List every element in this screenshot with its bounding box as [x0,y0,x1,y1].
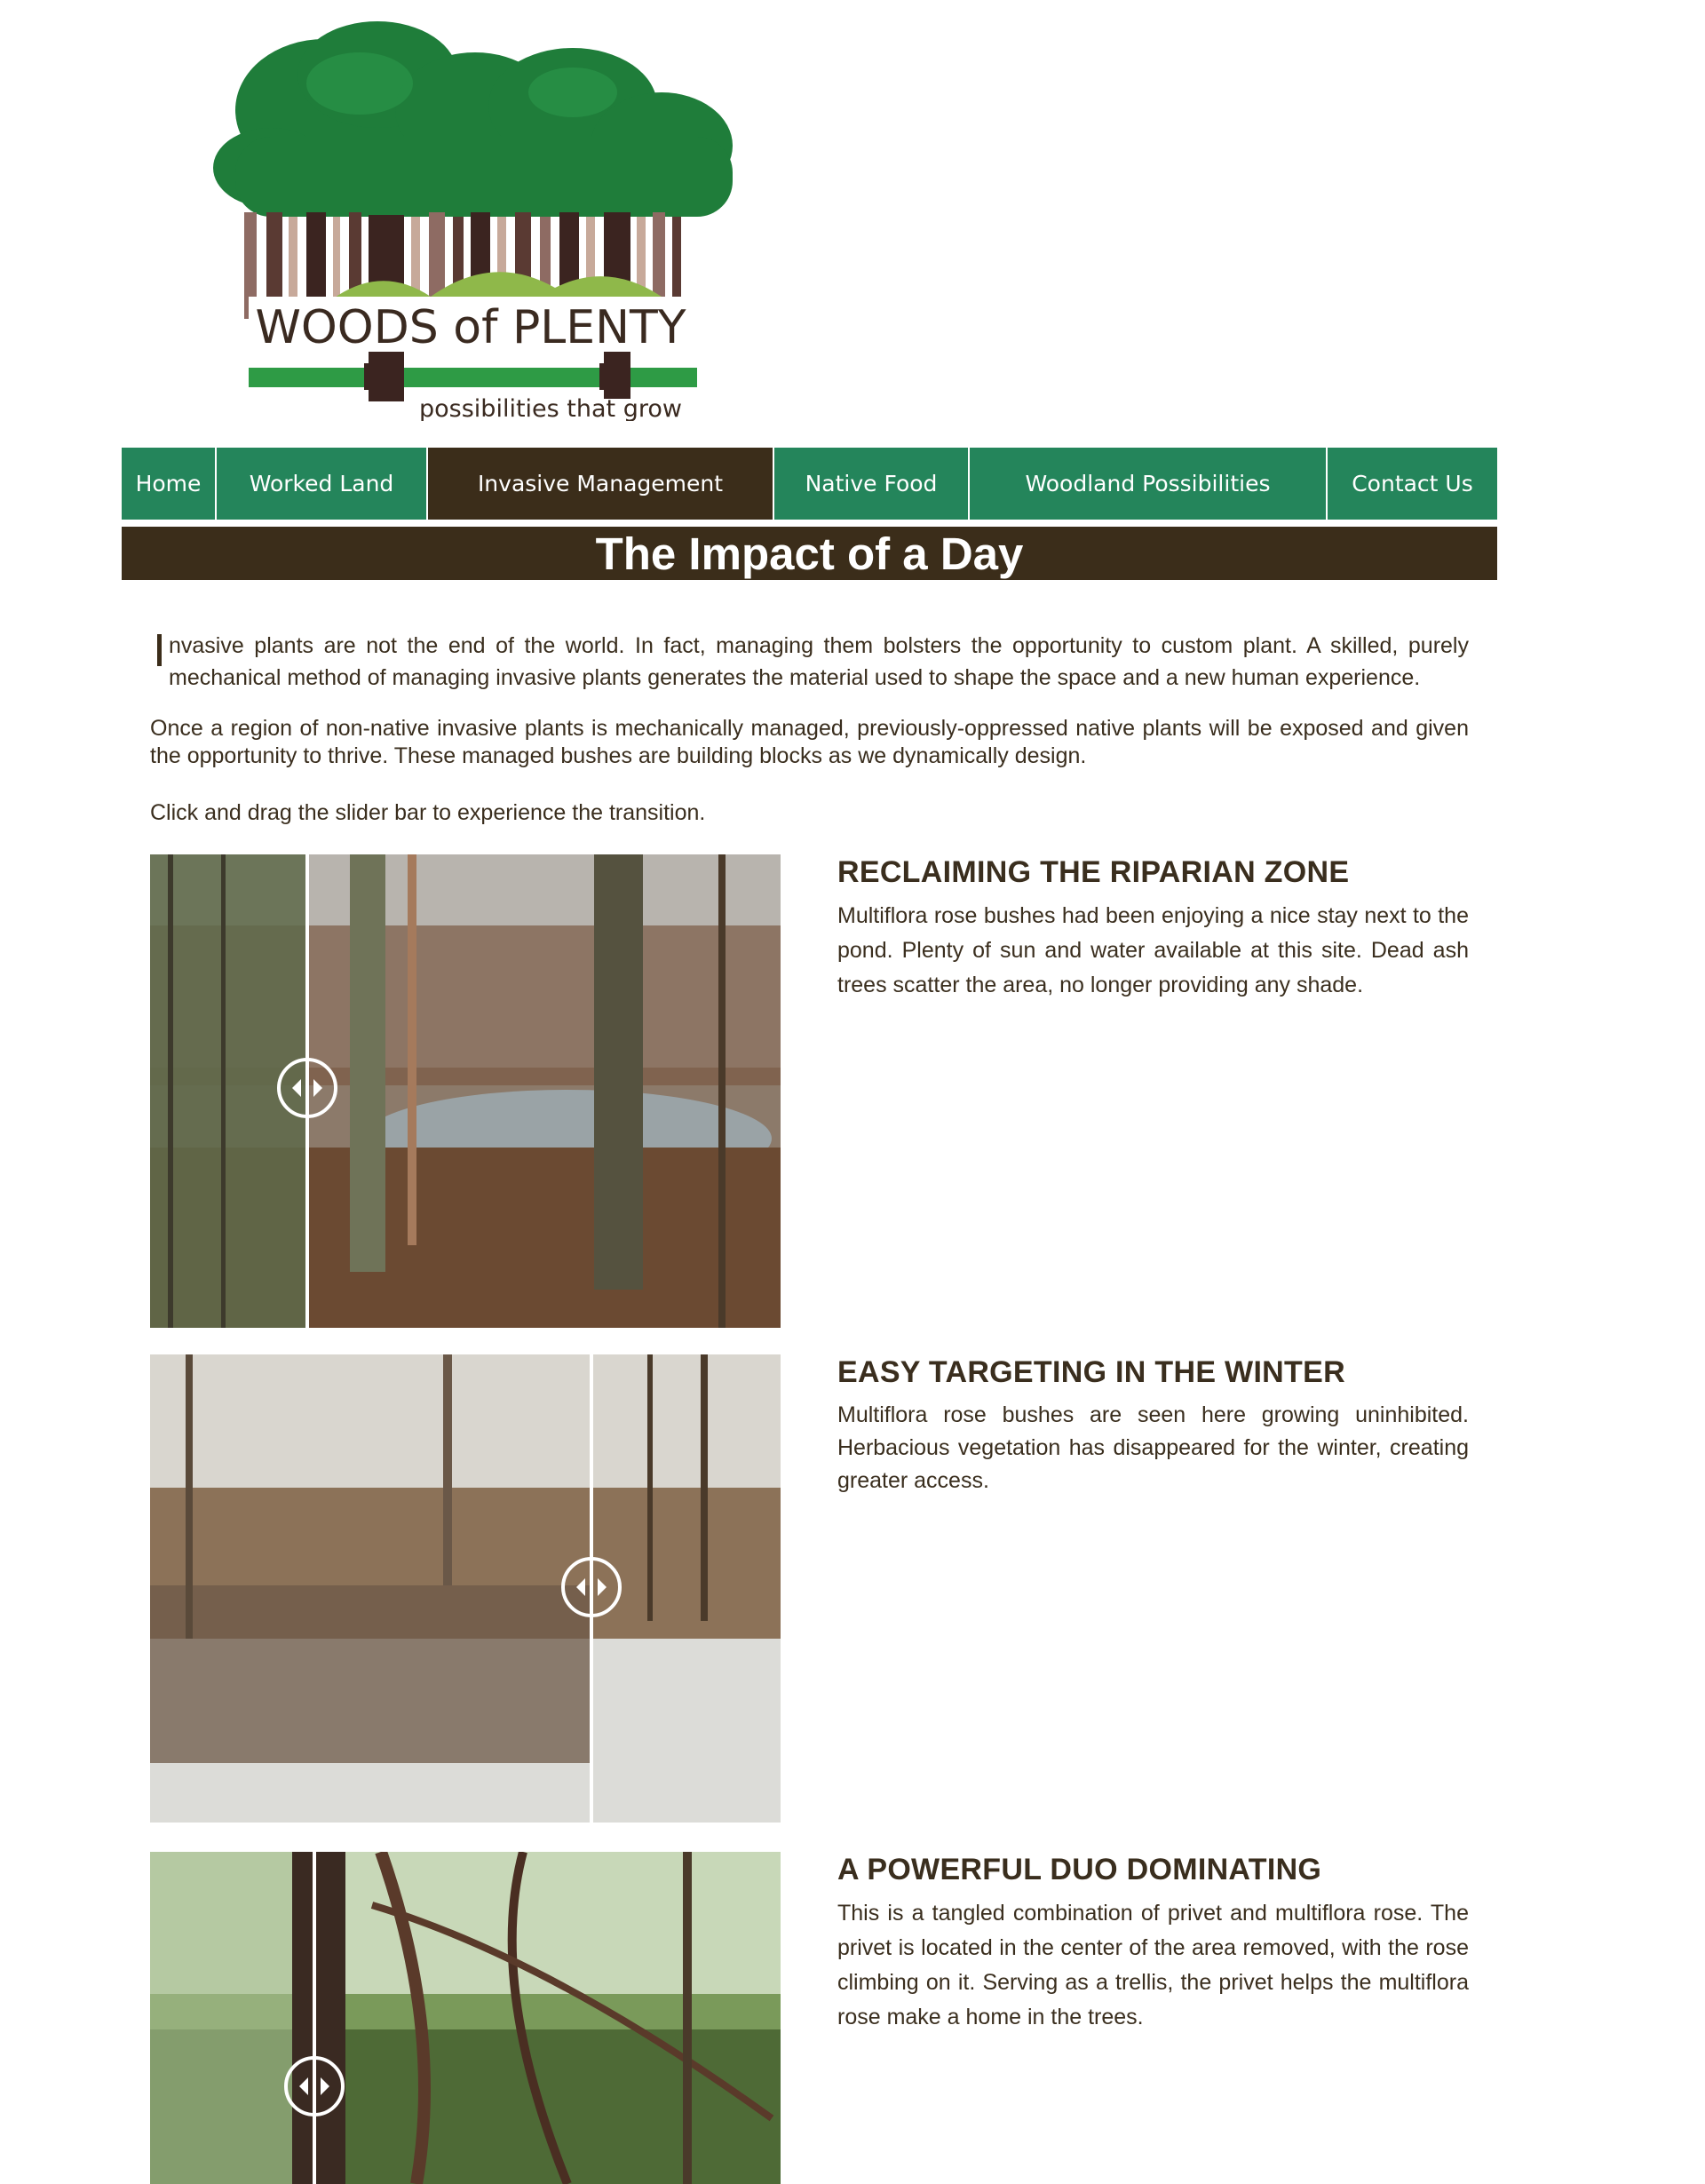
section-duo [150,1852,1469,2184]
section-winter-text [837,1354,1469,1497]
nav-home[interactable] [122,448,217,520]
section-riparian-text [837,854,1469,1003]
section-title: EASY TARGETING IN THE WINTER [837,1355,1345,1389]
duo-photo [150,1852,781,2184]
slider-divider [305,854,309,1328]
nav-invasive-management-label: Invasive Management [477,471,724,496]
page-title: The Impact of a Day [595,528,1024,579]
nav-home-label: Home [135,471,202,496]
logo-brand-text: WOODS of PLENTY [255,301,686,354]
intro-instruction: Click and drag the slider bar to experience the transition. [150,800,706,825]
tree-logo-icon [200,12,741,421]
nav-worked-land-label: Worked Land [249,471,394,496]
nav-native-food-label: Native Food [805,471,938,496]
nav-contact-us-label: Contact Us [1352,471,1473,496]
section-title: A POWERFUL DUO DOMINATING [837,1853,1322,1886]
before-after-slider-1[interactable] [150,854,781,1328]
slider-divider [590,1354,593,1823]
nav-native-food[interactable] [774,448,970,520]
slider-divider [313,1852,316,2184]
winter-photo [150,1354,781,1823]
nav-worked-land[interactable] [217,448,428,520]
page-banner [122,527,1497,580]
intro-paragraph-1-text: nvasive plants are not the end of the world. In fact, managing them bolsters the opportunity to custom plant. A skilled, purely mechanical method of managing invasive plants generates the material used to shape the space and a new human experience. [169,633,1469,690]
drop-cap-i [157,634,162,666]
section-title: RECLAIMING THE RIPARIAN ZONE [837,855,1350,889]
main-nav [122,448,1497,520]
nav-contact-us[interactable] [1328,448,1497,520]
nav-invasive-management[interactable] [428,448,774,520]
intro-paragraph-1 [150,630,1469,694]
nav-woodland-possibilities-label: Woodland Possibilities [1025,471,1271,496]
section-duo-text [837,1852,1469,2035]
section-body: Multiflora rose bushes are seen here growing uninhibited. Herbacious vegetation has disappeared for the winter, creating greater access. [837,1402,1469,1493]
section-winter [150,1354,1469,1823]
logo-tagline: possibilities that grow [419,395,682,421]
nav-woodland-possibilities[interactable] [970,448,1328,520]
section-riparian [150,854,1469,1330]
section-body: Multiflora rose bushes had been enjoying a nice stay next to the pond. Plenty of sun and water available at this site. Dead ash trees scatter the area, no longer providing any shade. [837,903,1469,997]
riparian-photo [150,854,781,1328]
site-logo[interactable] [200,12,741,421]
section-body: This is a tangled combination of privet and multiflora rose. The privet is located in the center of the area removed, with the rose climbing on it. Serving as a trellis, the privet helps the multiflora rose make a home in the trees. [837,1901,1469,2029]
intro-paragraph-2: Once a region of non-native invasive plants is mechanically managed, previously-oppressed native plants will be exposed and given the opportunity to thrive. These managed bushes are building blocks as we dynamically design. [150,716,1469,768]
before-after-slider-2[interactable] [150,1354,781,1823]
before-after-slider-3[interactable] [150,1852,781,2184]
